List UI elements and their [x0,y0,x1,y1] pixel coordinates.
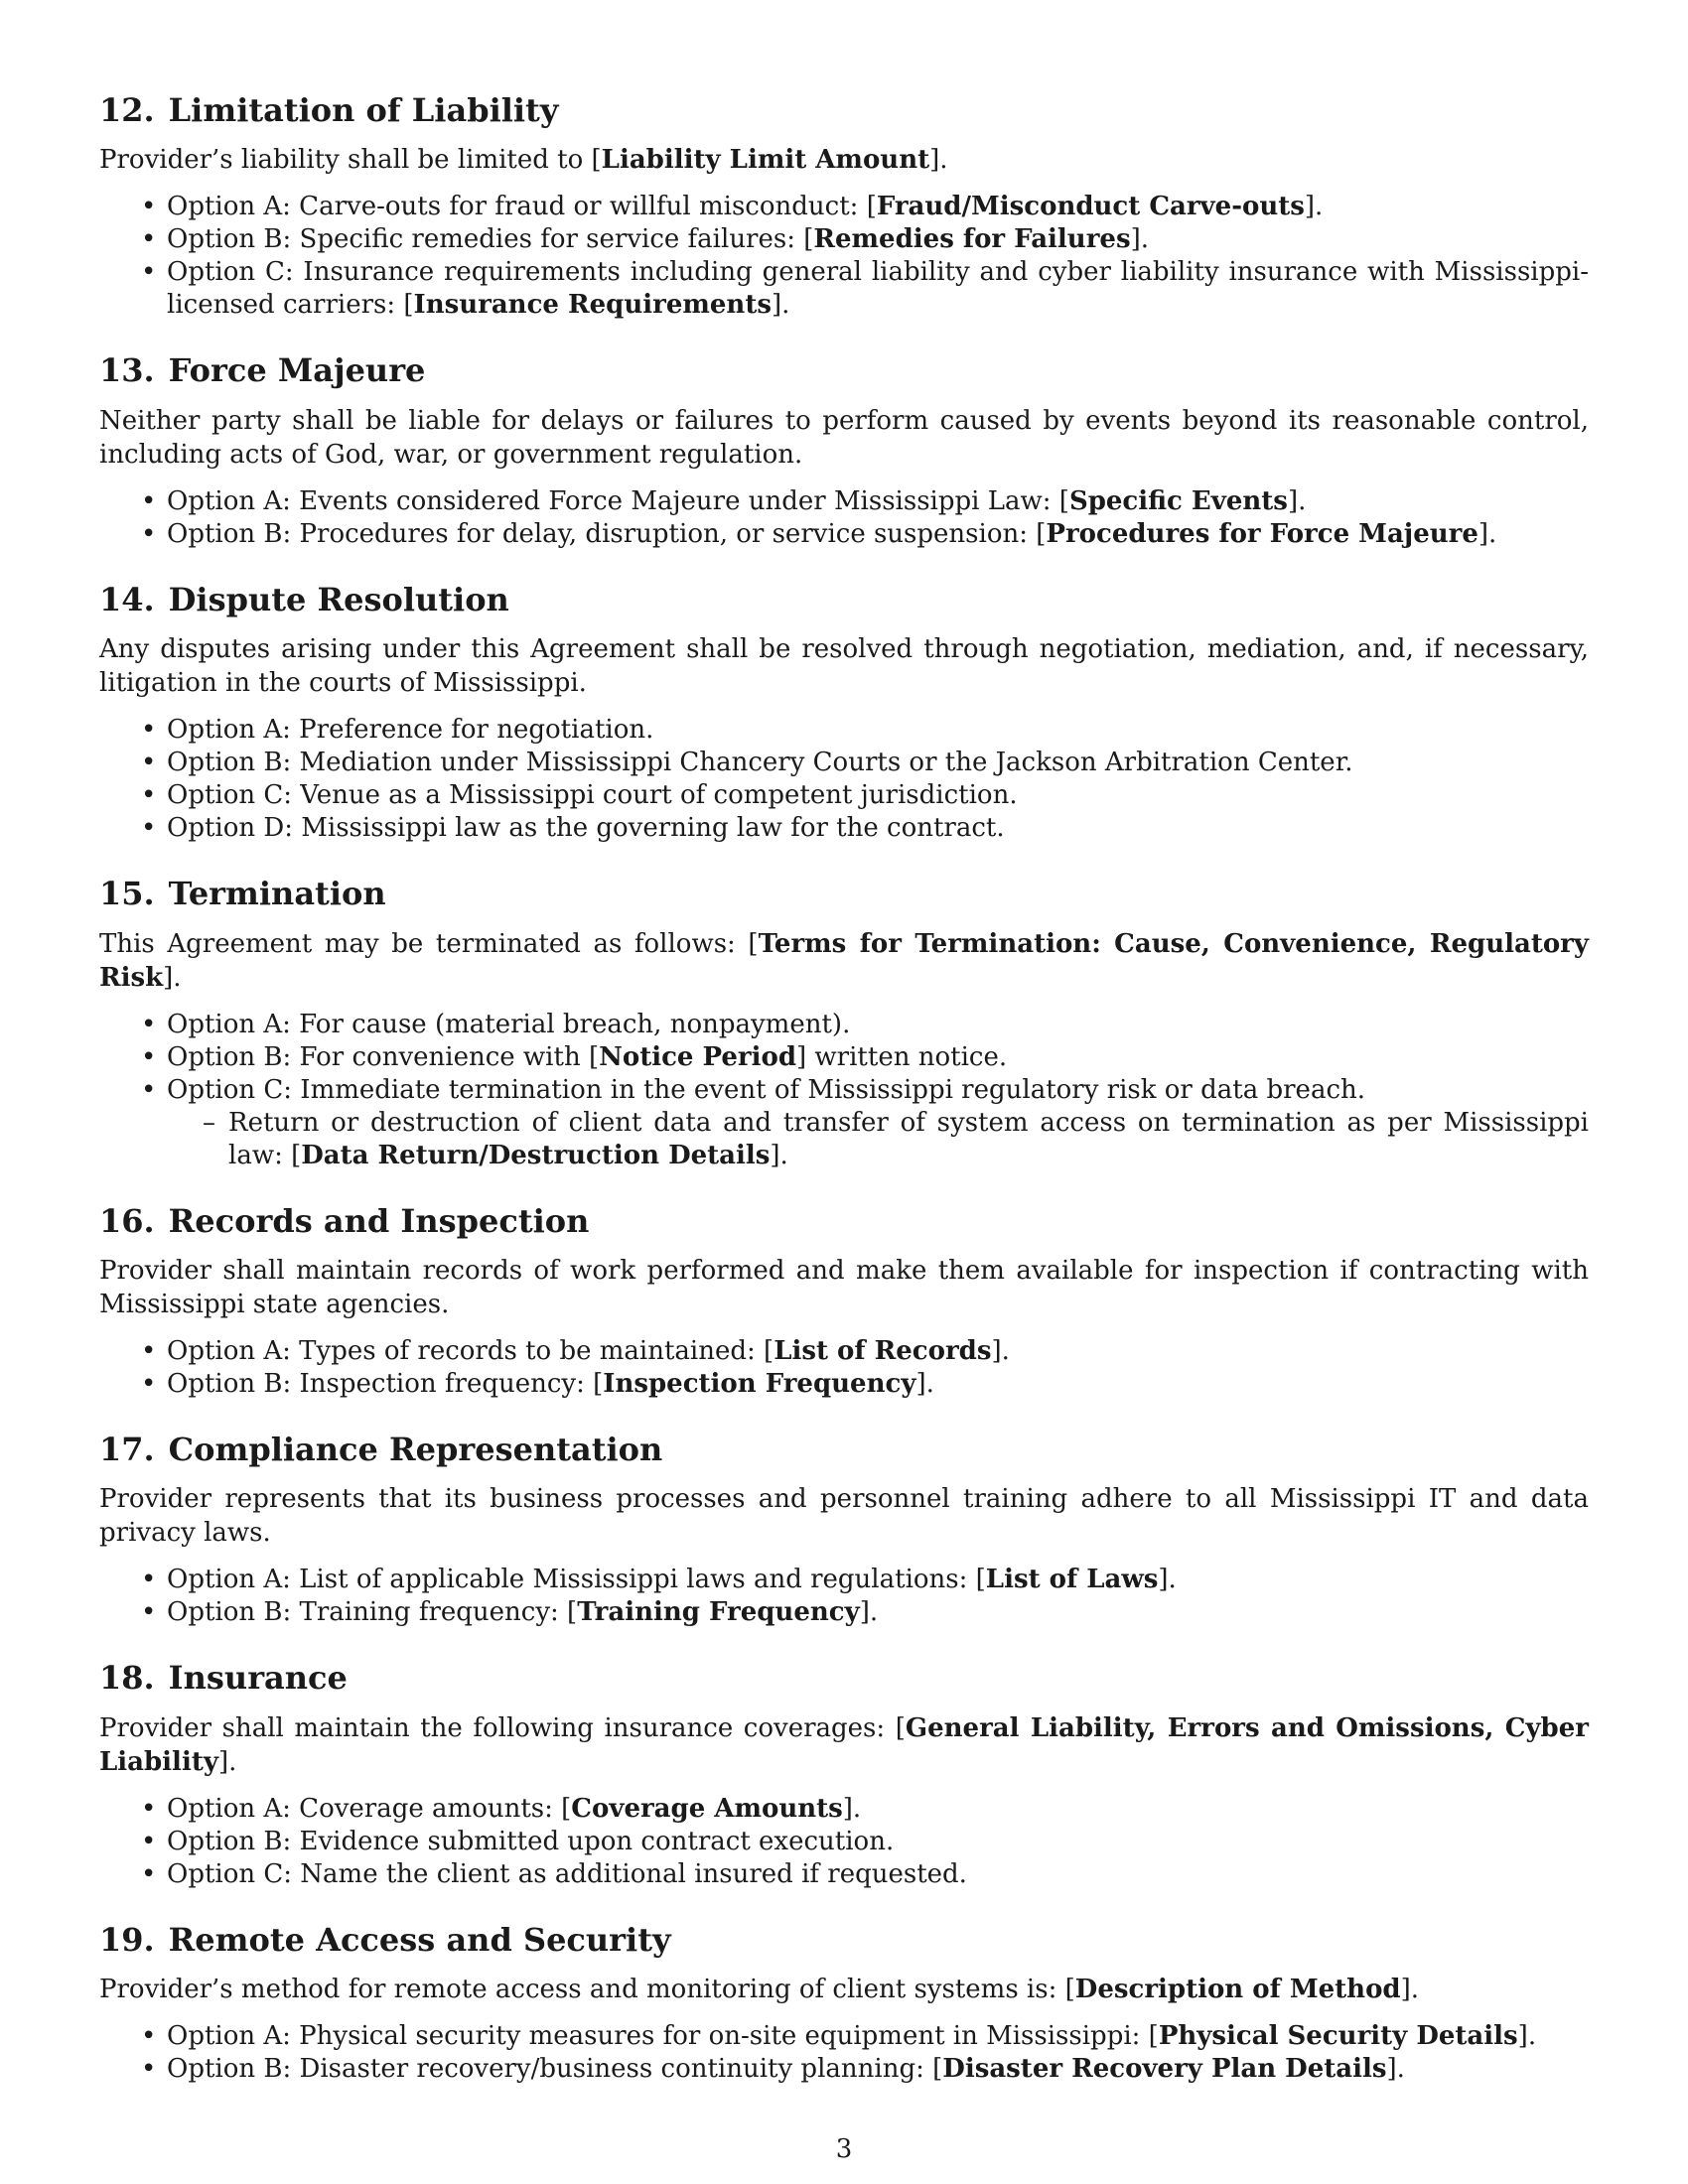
list-item: • Option B: Procedures for delay, disruption, or service suspension: [Procedures for Force Majeure]. [167,518,1589,551]
placeholder-field: Description of Method [1074,1975,1401,2005]
section-number: 15. [99,875,155,913]
section-number: 19. [99,1920,155,1959]
section-heading [99,1202,1589,1240]
list-item: • Option B: Evidence submitted upon contract execution. [167,1826,1589,1858]
section-title: Compliance Representation [168,1430,663,1468]
section-17 [99,1431,1589,1629]
section-12 [99,91,1589,322]
section-intro: Provider’s liability shall be limited to [Liability Limit Amount]. [99,145,948,176]
placeholder-field: Specific Events [1068,485,1288,516]
document-page [99,91,1589,2116]
section-number: 12. [99,91,155,129]
sub-list-item: – Return or destruction of client data and transfer of system access on termination as per Mississippi law: [Data Return/Destruction Details]. [228,1107,1589,1172]
placeholder-field: Fraud/Misconduct Carve-outs [876,192,1305,222]
placeholder-field: Remedies for Failures [813,224,1131,255]
list-item: • Option C: Name the client as additional insured if requested. [167,1858,1589,1891]
option-list [99,1009,1589,1172]
option-list [99,485,1589,551]
section-intro: Provider shall maintain records of work performed and make them available for inspection if contracting with Mississippi state agencies. [99,1255,1589,1319]
section-heading [99,351,1589,389]
placeholder-field: Liability Limit Amount [601,145,930,176]
section-title: Records and Inspection [168,1201,590,1240]
section-heading [99,581,1589,618]
list-item: • Option A: For cause (material breach, nonpayment). [167,1009,1589,1041]
list-item: • Option A: Physical security measures for on-site equipment in Mississippi: [Physical Security Details]. [167,2020,1589,2053]
list-item: • Option A: Preference for negotiation. [167,714,1589,747]
list-item: • Option D: Mississippi law as the governing law for the contract. [167,812,1589,845]
option-list [99,1335,1589,1401]
section-heading [99,875,1589,912]
section-number: 13. [99,351,155,390]
list-item: • Option A: Types of records to be maintained: [List of Records]. [167,1335,1589,1368]
option-list [99,1793,1589,1891]
section-title: Remote Access and Security [168,1920,671,1959]
section-title: Insurance [168,1659,348,1698]
placeholder-field: Data Return/Destruction Details [301,1140,771,1170]
section-intro: Provider’s method for remote access and monitoring of client systems is: [Description of Method]. [99,1975,1420,2005]
section-18 [99,1659,1589,1890]
placeholder-field: General Liability, Errors and Omissions, Cyber Liability [99,1712,1589,1777]
list-item: • Option C: Insurance requirements including general liability and cyber liability insurance with Mississippi-licensed carriers: [Insurance Requirements]. [167,256,1589,322]
list-item: • Option A: Carve-outs for fraud or willful misconduct: [Fraud/Misconduct Carve-outs]. [167,191,1589,223]
section-title: Dispute Resolution [168,580,509,618]
section-16 [99,1202,1589,1401]
list-item: • Option B: Specific remedies for service failures: [Remedies for Failures]. [167,223,1589,256]
placeholder-field: List of Records [774,1335,992,1366]
section-14 [99,581,1589,845]
list-item: • Option B: Inspection frequency: [Inspection Frequency]. [167,1368,1589,1401]
section-heading [99,1921,1589,1959]
section-heading [99,1659,1589,1697]
section-intro: Provider shall maintain the following insurance coverages: [General Liability, Errors and Omissions, Cyber Liability]. [99,1712,1589,1777]
option-list [99,2020,1589,2086]
section-number: 16. [99,1201,155,1240]
list-item: • Option B: Disaster recovery/business continuity planning: [Disaster Recovery Plan Details]. [167,2053,1589,2086]
placeholder-field: Insurance Requirements [413,290,772,321]
section-intro: This Agreement may be terminated as follows: [Terms for Termination: Cause, Convenience, Regulatory Risk]. [99,928,1589,993]
section-intro: Any disputes arising under this Agreement shall be resolved through negotiation, mediation, and, if necessary, litigation in the courts of Mississippi. [99,634,1589,699]
option-list [99,191,1589,322]
section-heading [99,91,1589,129]
placeholder-field: Notice Period [599,1041,797,1072]
section-13 [99,351,1589,550]
section-intro: Provider represents that its business processes and personnel training adhere to all Mississippi IT and data privacy laws. [99,1484,1589,1549]
placeholder-field: Training Frequency [577,1597,860,1628]
sub-option-list [167,1107,1589,1172]
section-title: Termination [168,875,386,913]
list-item: • Option A: Coverage amounts: [Coverage Amounts]. [167,1793,1589,1826]
list-item: • Option A: Events considered Force Majeure under Mississippi Law: [Specific Events]. [167,485,1589,518]
list-item: • Option B: Mediation under Mississippi Chancery Courts or the Jackson Arbitration Center. [167,747,1589,779]
placeholder-field: List of Laws [985,1565,1159,1595]
list-item: • Option C: Venue as a Mississippi court of competent jurisdiction. [167,779,1589,812]
placeholder-field: Procedures for Force Majeure [1046,518,1478,549]
section-title: Force Majeure [168,351,426,390]
option-list [99,1564,1589,1629]
placeholder-field: Physical Security Details [1158,2021,1518,2052]
page-number: 3 [835,2134,853,2164]
section-heading [99,1431,1589,1468]
section-number: 18. [99,1659,155,1698]
section-title: Limitation of Liability [168,91,559,129]
section-number: 14. [99,580,155,618]
option-list [99,714,1589,845]
section-15 [99,875,1589,1171]
placeholder-field: Coverage Amounts [571,1793,843,1824]
section-19 [99,1921,1589,2086]
list-item: • Option A: List of applicable Mississippi laws and regulations: [List of Laws]. [167,1564,1589,1596]
list-item: • Option B: For convenience with [Notice Period] written notice. [167,1041,1589,1074]
section-intro: Neither party shall be liable for delays or failures to perform caused by events beyond its reasonable control, including acts of God, war, or government regulation. [99,405,1589,470]
placeholder-field: Disaster Recovery Plan Details [942,2054,1387,2085]
section-number: 17. [99,1430,155,1468]
list-item: • Option C: Immediate termination in the event of Mississippi regulatory risk or data breach. [167,1074,1589,1107]
placeholder-field: Inspection Frequency [603,1368,916,1399]
list-item: • Option B: Training frequency: [Training Frequency]. [167,1596,1589,1629]
placeholder-field: Terms for Termination: Cause, Convenience, Regulatory Risk [99,928,1589,993]
